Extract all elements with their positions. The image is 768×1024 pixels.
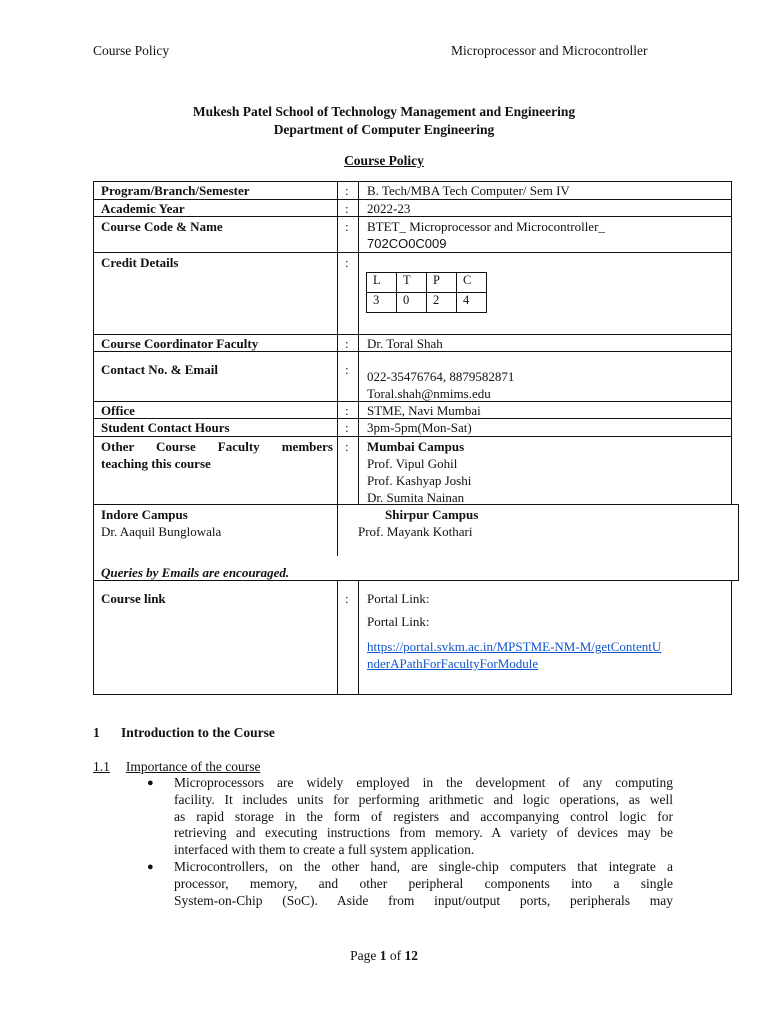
paragraph-line: facility. It includes units for performing arithmetic and logic operations, as well <box>174 791 673 807</box>
contact-phone: 022-35476764, 8879582871 <box>367 369 515 384</box>
coordinator-label: Course Coordinator Faculty <box>101 336 259 351</box>
academic-year-label: Academic Year <box>101 201 185 216</box>
contact-label: Contact No. & Email <box>101 362 218 377</box>
separator: : <box>345 403 349 418</box>
section-1-1-title: Importance of the course <box>125 759 261 774</box>
course-name-value: BTET_ Microprocessor and Microcontroller_ <box>367 219 605 234</box>
program-value: B. Tech/MBA Tech Computer/ Sem IV <box>367 183 570 198</box>
shirpur-campus: Shirpur Campus <box>385 507 479 522</box>
course-code-label: Course Code & Name <box>101 219 223 234</box>
paragraph-line: Microprocessors are widely employed in the development of any computing <box>174 775 673 790</box>
course-code-value: 702CO0C009 <box>367 236 447 251</box>
credit-header-c: C <box>457 273 487 293</box>
mumbai-campus: Mumbai Campus <box>367 439 465 454</box>
header-left: Course Policy <box>93 43 170 58</box>
page-of: of <box>386 948 405 963</box>
separator: : <box>345 183 349 198</box>
department-title: Department of Computer Engineering <box>273 122 495 137</box>
course-portal-link-line1[interactable]: https://portal.svkm.ac.in/MPSTME-NM-M/getContentU <box>367 639 662 654</box>
page-prefix: Page <box>350 948 380 963</box>
separator: : <box>345 201 349 216</box>
paragraph-line: processor, memory, and other peripheral components into a single <box>174 875 673 891</box>
indore-faculty: Dr. Aaquil Bunglowala <box>101 524 222 539</box>
queries-note: Queries by Emails are encouraged. <box>101 565 290 580</box>
page-footer <box>0 948 768 964</box>
section-1-1-number: 1.1 <box>93 759 110 774</box>
portal-link-label-1: Portal Link: <box>367 591 430 606</box>
credit-value-t: 0 <box>397 293 427 313</box>
credit-header-p: P <box>427 273 457 293</box>
mumbai-faculty-1: Prof. Vipul Gohil <box>367 456 458 471</box>
indore-campus: Indore Campus <box>101 507 188 522</box>
paragraph-line: retrieving and executing instructions from memory. A variety of devices may be <box>174 825 673 841</box>
academic-year-value: 2022-23 <box>367 201 411 216</box>
school-title: Mukesh Patel School of Technology Management and Engineering <box>192 104 576 119</box>
credit-header-t: T <box>397 273 427 293</box>
mumbai-faculty-3: Dr. Sumita Nainan <box>367 490 465 505</box>
contact-hours-label: Student Contact Hours <box>101 420 230 435</box>
credit-details-label: Credit Details <box>101 255 179 270</box>
coordinator-value: Dr. Toral Shah <box>367 336 443 351</box>
bullet-marker: ● <box>147 861 154 873</box>
mumbai-faculty-2: Prof. Kashyap Joshi <box>367 473 472 488</box>
contact-email[interactable]: Toral.shah@nmims.edu <box>367 386 491 401</box>
page-current: 1 <box>379 948 387 963</box>
bullet-paragraph-2 <box>174 859 673 909</box>
bullet-paragraph-1 <box>174 775 673 859</box>
separator: : <box>345 255 349 270</box>
credit-header-l: L <box>367 273 397 293</box>
course-policy-title <box>0 153 768 169</box>
portal-link-label-2: Portal Link: <box>367 614 430 629</box>
page-total: 12 <box>404 948 418 963</box>
program-label: Program/Branch/Semester <box>101 183 250 198</box>
office-label: Office <box>101 403 135 418</box>
separator: : <box>345 439 349 454</box>
separator: : <box>345 362 349 377</box>
section-1-title: Introduction to the Course <box>121 725 275 740</box>
contact-hours-value: 3pm-5pm(Mon-Sat) <box>367 420 472 435</box>
header-right: Microprocessor and Microcontroller <box>451 43 648 58</box>
paragraph-line: Microcontrollers, on the other hand, are single-chip computers that integrate a <box>174 859 673 874</box>
course-portal-link-line2[interactable]: nderAPathForFacultyForModule <box>367 656 539 671</box>
course-policy-heading: Course Policy <box>344 153 424 168</box>
paragraph-line: interfaced with them to create a full system application. <box>174 842 475 858</box>
course-link-label: Course link <box>101 591 166 606</box>
other-faculty-label-line1: Other Course Faculty members <box>101 439 333 454</box>
separator: : <box>345 420 349 435</box>
separator: : <box>345 219 349 234</box>
section-1-number: 1 <box>93 725 100 740</box>
other-faculty-label-line2: teaching this course <box>101 456 211 471</box>
course-portal-link[interactable] <box>367 638 727 672</box>
office-value: STME, Navi Mumbai <box>367 403 481 418</box>
shirpur-faculty: Prof. Mayank Kothari <box>358 524 473 539</box>
separator: : <box>345 336 349 351</box>
credit-value-c: 4 <box>457 293 487 313</box>
bullet-marker: ● <box>147 777 154 789</box>
credit-table <box>366 272 487 313</box>
credit-value-l: 3 <box>367 293 397 313</box>
credit-value-p: 2 <box>427 293 457 313</box>
paragraph-line: System-on-Chip (SoC). Aside from input/output ports, peripherals may <box>174 892 673 908</box>
separator: : <box>345 591 349 606</box>
section-1-1-heading <box>93 759 260 775</box>
paragraph-line: as rapid storage in the form of registers and accompanying control logic for <box>174 808 673 824</box>
